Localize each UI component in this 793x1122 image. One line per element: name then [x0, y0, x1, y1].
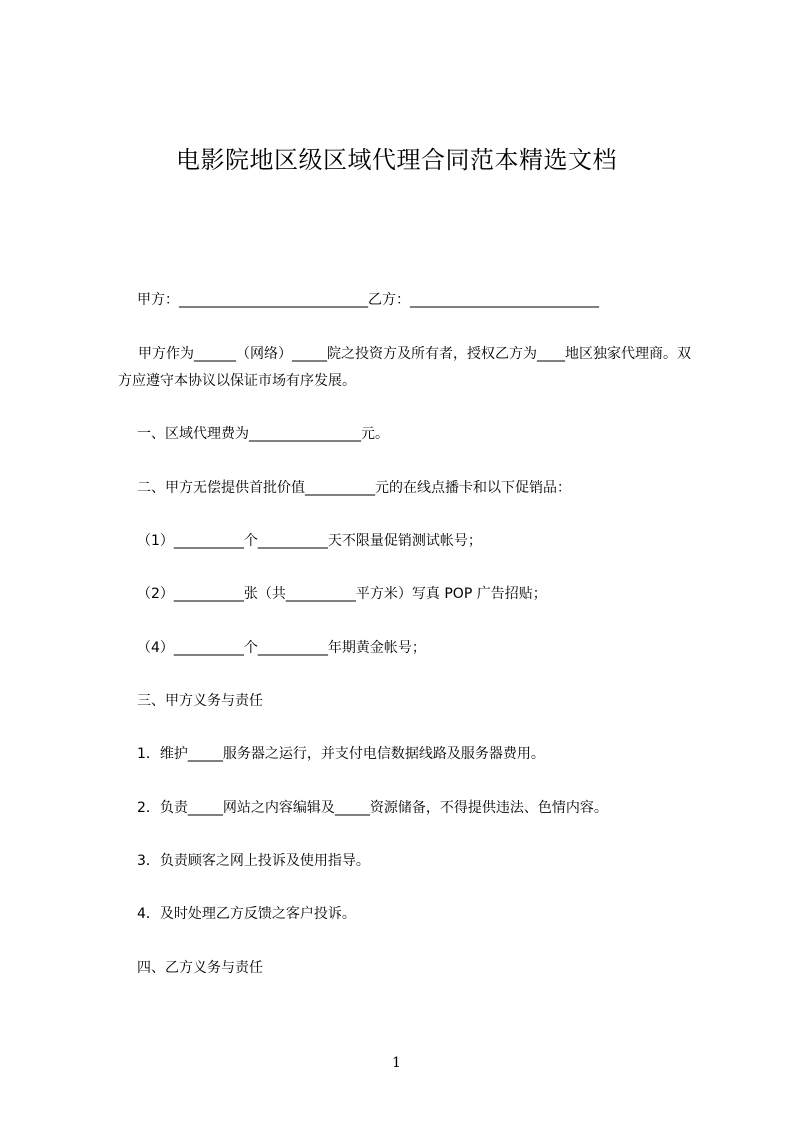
document-title: 电影院地区级区域代理合同范本精选文档 [176, 146, 617, 174]
promo-item-4: （4）__________个__________年期黄金帐号； [137, 640, 426, 656]
promo-item-1: （1）__________个__________天不限量促销测试帐号； [137, 533, 482, 549]
duty-item-2: 2．负责_____网站之内容编辑及_____资源储备，不得提供违法、色情内容。 [137, 800, 608, 816]
duty-item-4: 4．及时处理乙方反馈之客户投诉。 [137, 906, 356, 922]
page-number: 1 [392, 1055, 401, 1071]
intro-paragraph: 甲方作为______（网络）_____院之投资方及所有者，授权乙方为____地区独家代理商。双方应遵守本协议以保证市场有序发展。 [118, 346, 691, 389]
section-3-heading: 三、甲方义务与责任 [137, 693, 263, 709]
duty-item-3: 3．负责顾客之网上投诉及使用指导。 [137, 853, 370, 869]
duty-item-1: 1．维护_____服务器之运行，并支付电信数据线路及服务器费用。 [137, 746, 545, 762]
promo-item-2: （2）__________张（共__________平方米）写真 POP 广告招贴； [137, 586, 547, 602]
section-2-promotions: 二、甲方无偿提供首批价值__________元的在线点播卡和以下促销品： [137, 480, 571, 496]
section-4-heading: 四、乙方义务与责任 [137, 960, 263, 976]
parties-line: 甲方：___________________________乙方：___________________________ [137, 292, 599, 308]
section-1-agency-fee: 一、区域代理费为________________元。 [137, 426, 389, 442]
